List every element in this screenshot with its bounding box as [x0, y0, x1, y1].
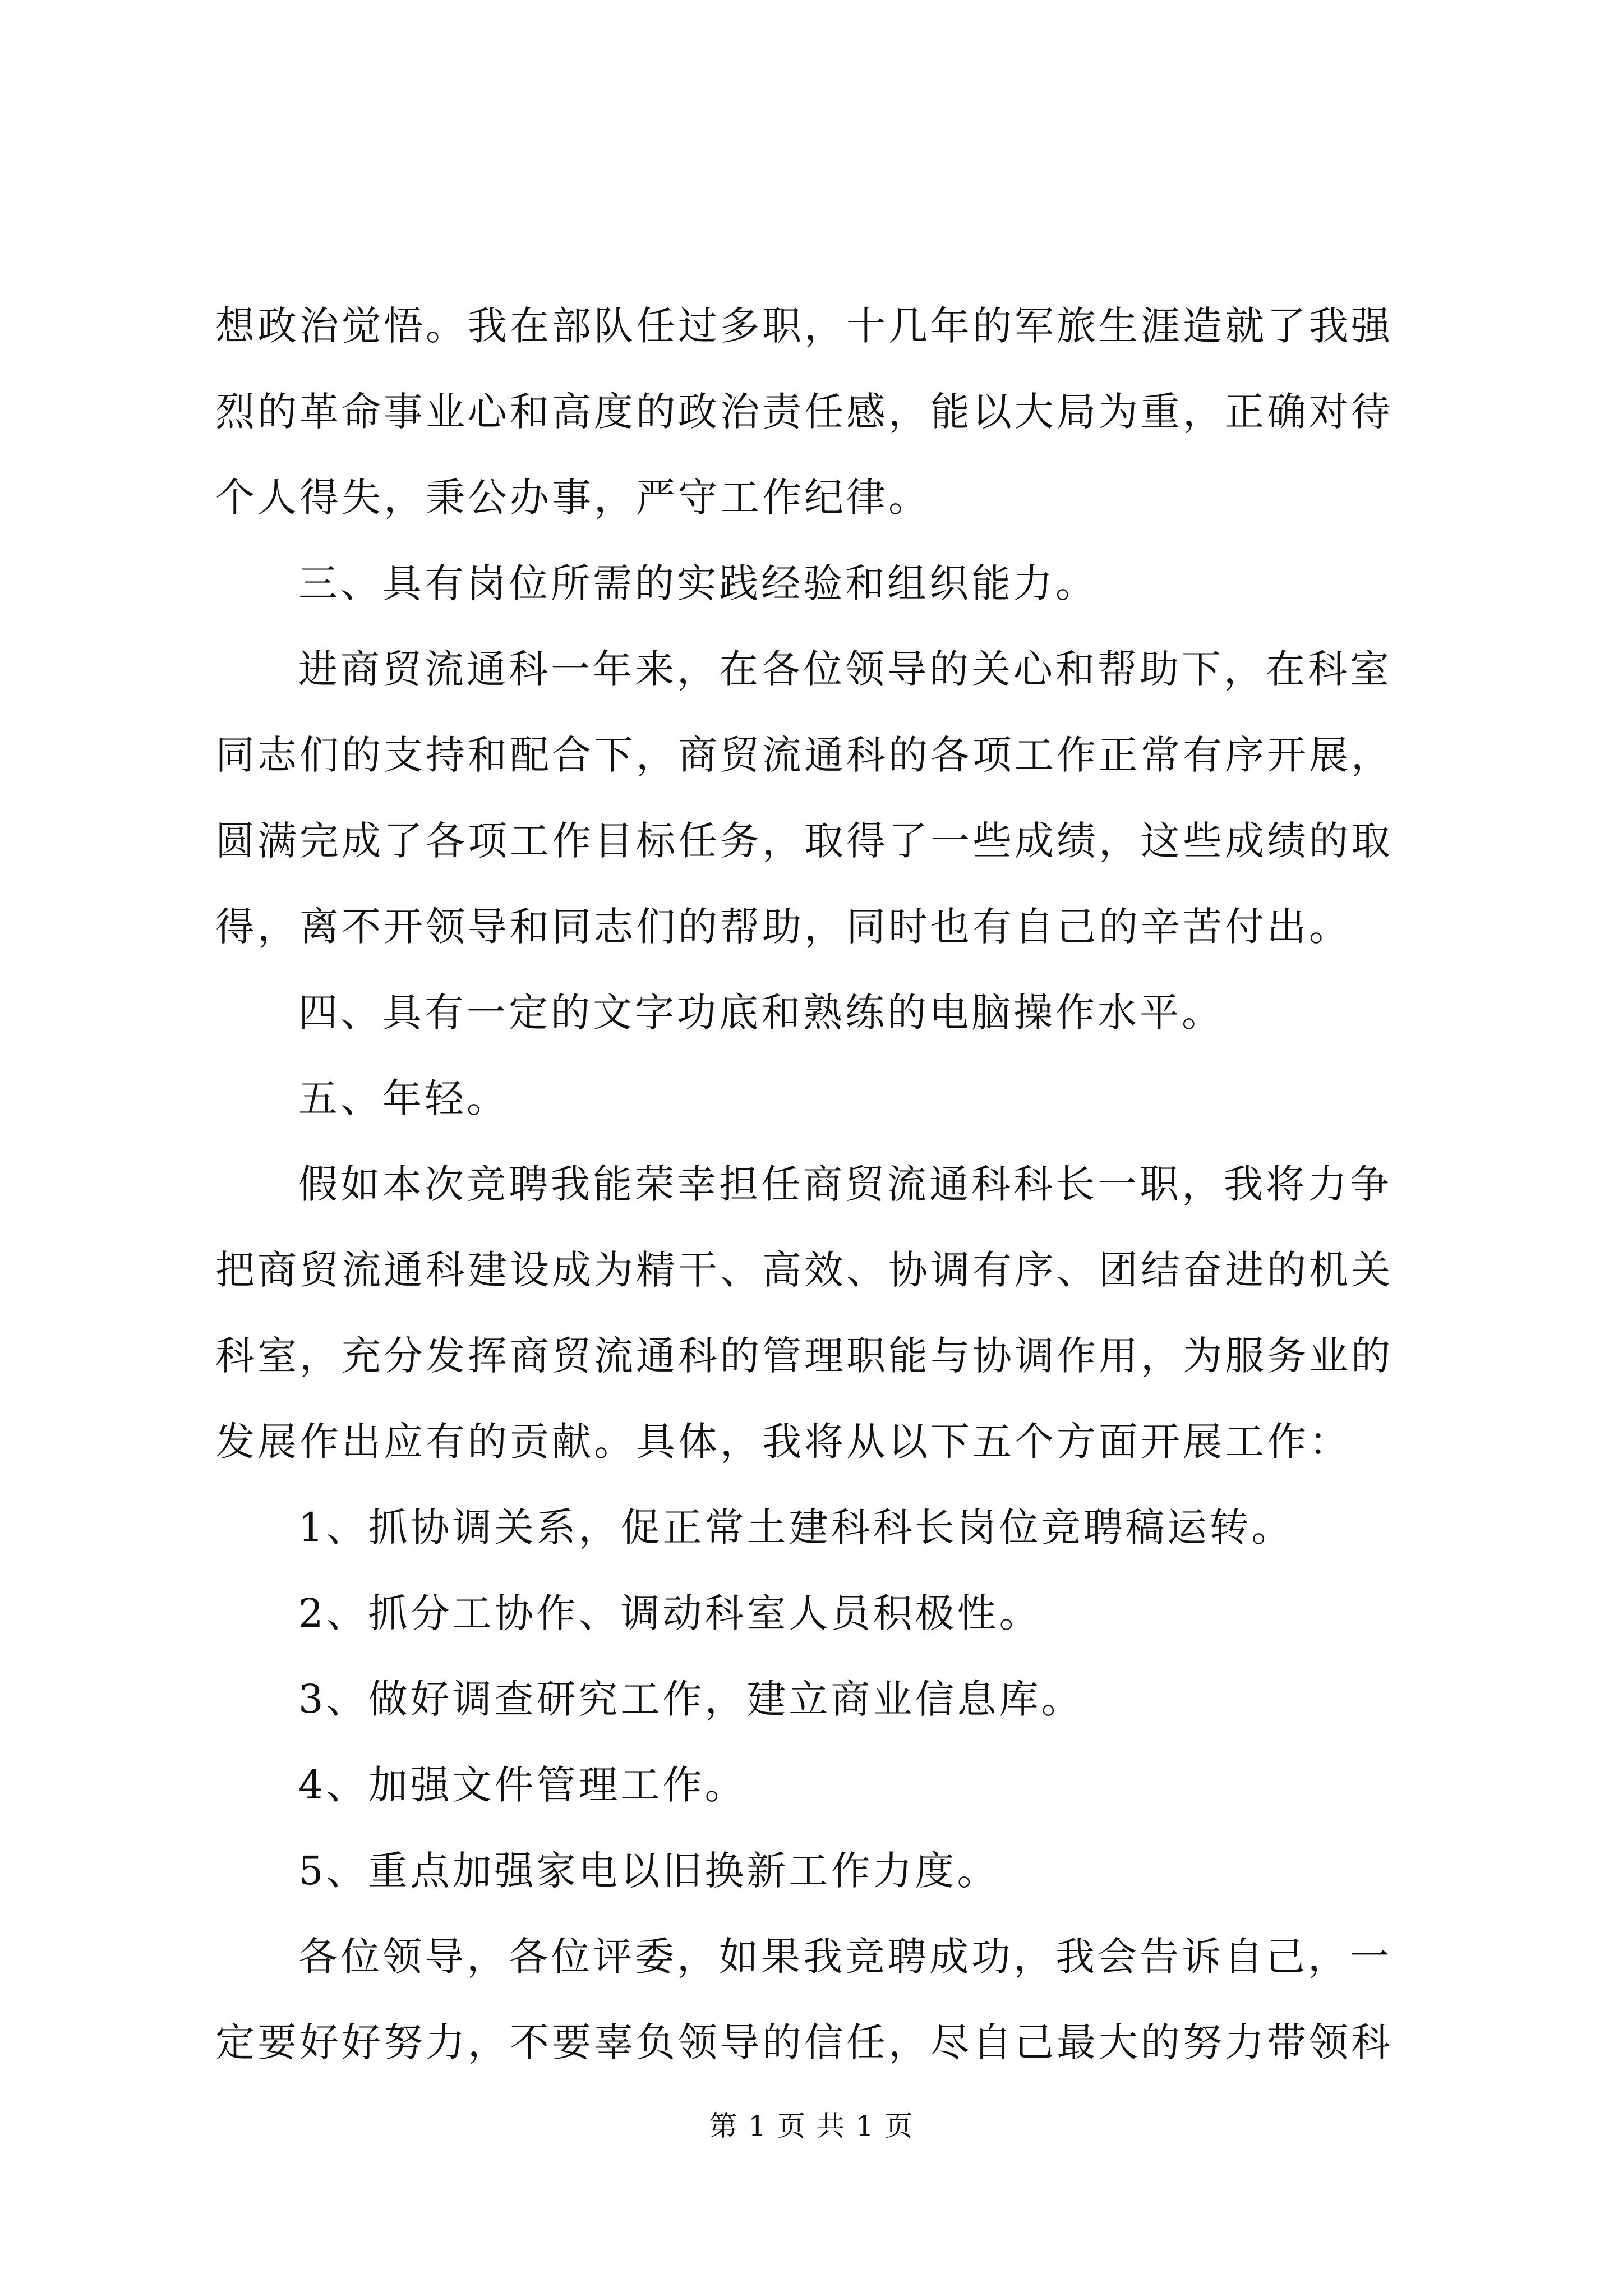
- text-line: 个人得失，秉公办事，严守工作纪律。: [215, 475, 930, 521]
- list-item: 1、抓协调关系，促正常土建科科长岗位竞聘稿运转。: [298, 1504, 1294, 1550]
- list-item: 2、抓分工协作、调动科室人员积极性。: [298, 1590, 1041, 1636]
- text-line: 圆满完成了各项工作目标任务，取得了一些成绩，这些成绩的取: [215, 818, 1393, 864]
- text-line: 定要好好努力，不要辜负领导的信任，尽自己最大的努力带领科: [215, 2019, 1393, 2065]
- text-line: 科室，充分发挥商贸流通科的管理职能与协调作用，为服务业的: [215, 1333, 1393, 1379]
- text-line: 烈的革命事业心和高度的政治责任感，能以大局为重，正确对待: [215, 389, 1393, 435]
- text-line: 各位领导，各位评委，如果我竞聘成功，我会告诉自己，一: [298, 1934, 1392, 1980]
- text-line: 把商贸流通科建设成为精干、高效、协调有序、团结奋进的机关: [215, 1247, 1393, 1293]
- section-heading: 三、具有岗位所需的实践经验和组织能力。: [298, 560, 1098, 606]
- document-body: [215, 283, 1421, 2086]
- page-footer: 第 1 页 共 1 页: [709, 2110, 914, 2142]
- text-line: 假如本次竞聘我能荣幸担任商贸流通科科长一职，我将力争: [298, 1161, 1392, 1207]
- text-line: 得，离不开领导和同志们的帮助，同时也有自己的辛苦付出。: [215, 904, 1351, 950]
- list-item: 3、做好调查研究工作，建立商业信息库。: [298, 1676, 1083, 1722]
- text-line: 同志们的支持和配合下，商贸流通科的各项工作正常有序开展，: [215, 732, 1393, 778]
- text-line: 想政治觉悟。我在部队任过多职，十几年的军旅生涯造就了我强: [215, 303, 1393, 349]
- text-line: 发展作出应有的贡献。具体，我将从以下五个方面开展工作：: [215, 1419, 1351, 1465]
- list-item: 5、重点加强家电以旧换新工作力度。: [298, 1848, 999, 1894]
- list-item: 4、加强文件管理工作。: [298, 1762, 747, 1808]
- text-line: 进商贸流通科一年来，在各位领导的关心和帮助下，在科室: [298, 646, 1392, 692]
- section-heading: 四、具有一定的文字功底和熟练的电脑操作水平。: [298, 990, 1224, 1036]
- section-heading: 五、年轻。: [298, 1075, 509, 1121]
